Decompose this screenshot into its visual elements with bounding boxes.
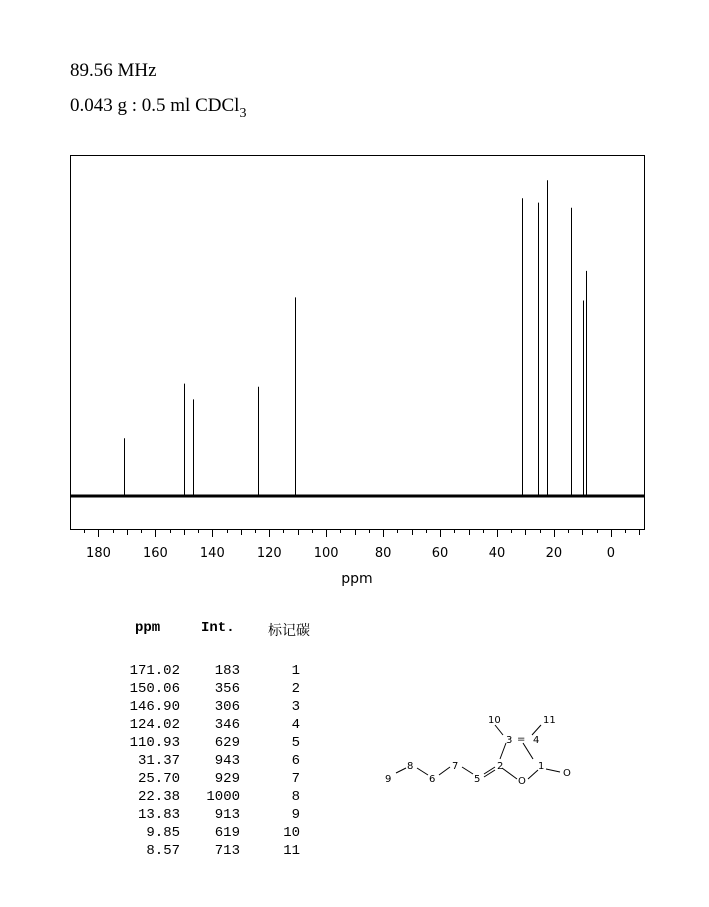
atom-label-10: 10 bbox=[488, 715, 501, 726]
table-row bbox=[115, 806, 305, 824]
table-row bbox=[115, 698, 305, 716]
cell-intensity: 306 bbox=[214, 699, 240, 715]
x-tick-label: 120 bbox=[256, 546, 282, 561]
cell-carbon: 2 bbox=[291, 681, 300, 697]
x-tick-label: 160 bbox=[142, 546, 168, 561]
cell-carbon: 11 bbox=[283, 843, 300, 859]
cell-intensity: 629 bbox=[214, 735, 240, 751]
sample-subscript: 3 bbox=[239, 106, 247, 121]
table-row bbox=[115, 770, 305, 788]
double-bond-sign: = bbox=[517, 734, 526, 745]
table-header-carbon-label: 标记碳 bbox=[268, 623, 310, 639]
cell-ppm: 171.02 bbox=[129, 663, 180, 679]
ring-oxygen-label: O bbox=[518, 776, 526, 787]
cell-intensity: 183 bbox=[214, 663, 240, 679]
cell-intensity: 943 bbox=[214, 753, 240, 769]
table-body bbox=[115, 662, 305, 860]
cell-intensity: 929 bbox=[214, 771, 240, 787]
cell-ppm: 31.37 bbox=[137, 753, 180, 769]
cell-intensity: 1000 bbox=[206, 789, 240, 805]
table-row bbox=[115, 788, 305, 806]
table-row bbox=[115, 842, 305, 860]
atom-label-8: 8 bbox=[407, 761, 414, 772]
x-tick-label: 0 bbox=[606, 546, 615, 561]
atom-label-2: 2 bbox=[497, 761, 504, 772]
table-row bbox=[115, 662, 305, 680]
x-tick-label: 20 bbox=[545, 546, 563, 561]
cell-ppm: 8.57 bbox=[146, 843, 180, 859]
atom-label-11: 11 bbox=[543, 715, 556, 726]
cell-carbon: 10 bbox=[283, 825, 300, 841]
cell-intensity: 356 bbox=[214, 681, 240, 697]
table-row bbox=[115, 824, 305, 842]
carbonyl-oxygen-label: O bbox=[563, 768, 571, 779]
atom-label-9: 9 bbox=[385, 774, 392, 785]
cell-ppm: 110.93 bbox=[129, 735, 180, 751]
cell-ppm: 25.70 bbox=[137, 771, 180, 787]
table-row bbox=[115, 680, 305, 698]
x-tick-label: 60 bbox=[431, 546, 449, 561]
table-row bbox=[115, 716, 305, 734]
x-tick-label: 40 bbox=[488, 546, 506, 561]
cell-ppm: 22.38 bbox=[137, 789, 180, 805]
molecule-structure bbox=[370, 700, 600, 810]
atom-label-4: 4 bbox=[533, 735, 540, 746]
cell-intensity: 346 bbox=[214, 717, 240, 733]
x-tick-label: 100 bbox=[313, 546, 339, 561]
cell-ppm: 124.02 bbox=[129, 717, 180, 733]
spectrometer-frequency: 89.56 MHz bbox=[70, 60, 157, 81]
atom-label-7: 7 bbox=[452, 761, 459, 772]
atom-label-1: 1 bbox=[538, 761, 545, 772]
x-tick-label: 140 bbox=[199, 546, 225, 561]
cell-carbon: 3 bbox=[291, 699, 300, 715]
atom-label-3: 3 bbox=[506, 735, 513, 746]
cell-ppm: 146.90 bbox=[129, 699, 180, 715]
cell-intensity: 713 bbox=[214, 843, 240, 859]
x-tick-label: 180 bbox=[86, 546, 111, 561]
cell-intensity: 913 bbox=[214, 807, 240, 823]
cell-ppm: 150.06 bbox=[129, 681, 180, 697]
plot-frame bbox=[71, 156, 645, 530]
bond-lines bbox=[396, 725, 560, 779]
x-tick-label: 80 bbox=[374, 546, 392, 561]
peaks-layer bbox=[125, 180, 587, 496]
cell-carbon: 6 bbox=[291, 753, 300, 769]
table-header-ppm: ppm bbox=[135, 620, 161, 636]
cell-carbon: 5 bbox=[291, 735, 300, 751]
cell-ppm: 13.83 bbox=[137, 807, 180, 823]
x-axis-ticks bbox=[85, 530, 640, 561]
cell-carbon: 1 bbox=[291, 663, 300, 679]
atom-label-5: 5 bbox=[474, 774, 481, 785]
cell-intensity: 619 bbox=[214, 825, 240, 841]
x-axis-label: ppm bbox=[341, 571, 373, 587]
table-row bbox=[115, 734, 305, 752]
table-row bbox=[115, 752, 305, 770]
table-header-intensity: Int. bbox=[201, 620, 235, 636]
sample-text: 0.043 g : 0.5 ml CDCl bbox=[70, 95, 240, 116]
cell-carbon: 9 bbox=[291, 807, 300, 823]
cell-carbon: 7 bbox=[291, 771, 300, 787]
cell-ppm: 9.85 bbox=[146, 825, 180, 841]
cell-carbon: 4 bbox=[291, 717, 300, 733]
atom-label-6: 6 bbox=[429, 774, 436, 785]
cell-carbon: 8 bbox=[291, 789, 300, 805]
